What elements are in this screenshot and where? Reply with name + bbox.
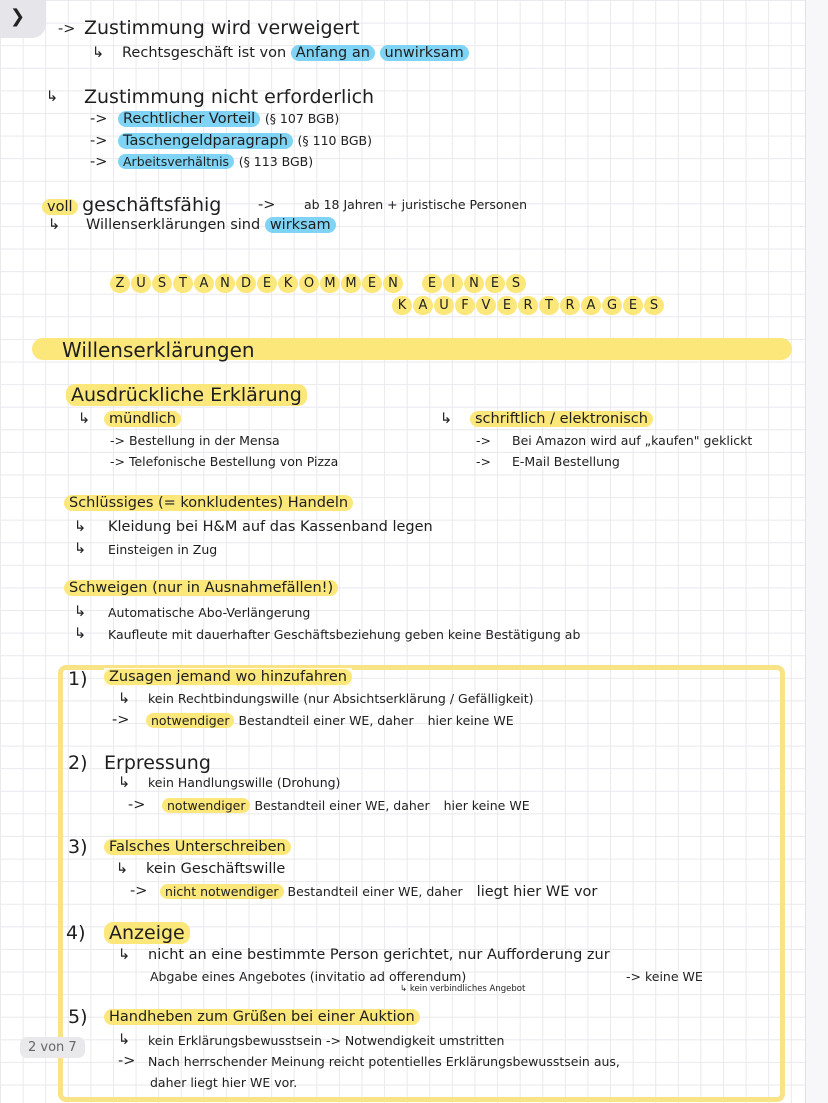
case-title: Zusagen jemand wo hinzufahren xyxy=(104,668,352,686)
note-line: Rechtsgeschäft ist von Anfang an unwirksam xyxy=(122,44,469,62)
heading-letter: M xyxy=(320,274,340,293)
subsection-title: Schlüssiges (= konkludentes) Handeln xyxy=(64,494,353,512)
heading-letter: S xyxy=(644,296,664,315)
arrow: -> xyxy=(130,883,148,899)
case-line: kein Rechtbindungswille (nur Absichtserklärung / Gefälligkeit) xyxy=(148,691,534,706)
case-title: Anzeige xyxy=(104,922,190,944)
list-item: Bei Amazon wird auf „kaufen" geklickt xyxy=(512,433,753,448)
heading-letter: R xyxy=(518,296,538,315)
heading-letter: E xyxy=(362,274,382,293)
heading-letter: G xyxy=(602,296,622,315)
case-line: notwendiger Bestandteil einer WE, daher hier keine WE xyxy=(162,797,530,815)
arrow: ↳ xyxy=(116,861,129,877)
page-indicator: 2 von 7 xyxy=(20,1037,85,1058)
highlight: voll xyxy=(42,199,78,215)
heading-letter: F xyxy=(455,296,475,315)
arrow: ↳ xyxy=(118,691,131,707)
highlight: wirksam xyxy=(265,217,336,233)
heading-letter: S xyxy=(506,274,526,293)
case-title: Erpressung xyxy=(104,752,211,774)
highlight: Rechtlicher Vorteil xyxy=(118,111,260,127)
chevron-left-icon: ❯ xyxy=(10,6,26,27)
heading-letter: S xyxy=(152,274,172,293)
case-number: 4) xyxy=(66,922,86,944)
heading-letter: E xyxy=(623,296,643,315)
heading-letter: E xyxy=(422,274,442,293)
case-line: nicht an eine bestimmte Person gerichtet, nur Aufforderung zur xyxy=(148,947,610,963)
back-button[interactable] xyxy=(0,0,46,38)
highlight: Anfang an xyxy=(291,45,375,61)
arrow: -> xyxy=(476,433,491,448)
arrow: ↳ xyxy=(118,947,131,963)
arrow: -> xyxy=(90,133,108,149)
list-item: -> Bestellung in der Mensa xyxy=(110,433,280,448)
note-line: Zustimmung nicht erforderlich xyxy=(84,86,375,108)
heading-letter: A xyxy=(581,296,601,315)
case-number: 1) xyxy=(68,668,88,690)
arrow: ↳ xyxy=(46,89,59,105)
heading-letter: T xyxy=(173,274,193,293)
list-item: E-Mail Bestellung xyxy=(512,454,620,469)
case-line: Abgabe eines Angebotes (invitatio ad offerendum) xyxy=(150,969,467,984)
case-line: kein Handlungswille (Drohung) xyxy=(148,775,341,790)
heading-letter: R xyxy=(560,296,580,315)
note-line: Taschengeldparagraph (§ 110 BGB) xyxy=(118,132,372,150)
highlight: Taschengeldparagraph xyxy=(118,133,293,149)
arrow: -> xyxy=(258,197,276,213)
note-line: mündlich xyxy=(104,410,181,428)
arrow: -> xyxy=(128,797,146,813)
heading-letter: V xyxy=(476,296,496,315)
heading-letter: U xyxy=(131,274,151,293)
arrow: ↳ xyxy=(78,411,91,427)
case-line: Nach herrschender Meinung reicht potentielles Erklärungsbewusstsein aus, xyxy=(148,1054,620,1069)
section-title: Willenserklärungen xyxy=(62,338,255,362)
arrow: -> xyxy=(112,712,130,728)
arrow: ↳ xyxy=(74,604,87,620)
arrow: ↳ xyxy=(92,45,105,61)
list-item: Automatische Abo-Verlängerung xyxy=(108,605,311,620)
case-line: -> keine WE xyxy=(626,969,703,984)
heading-letter: N xyxy=(464,274,484,293)
arrow: -> xyxy=(118,1053,136,1069)
heading-letter: A xyxy=(194,274,214,293)
arrow: -> xyxy=(90,111,108,127)
arrow: ↳ xyxy=(118,775,131,791)
heading-letter: E xyxy=(497,296,517,315)
arrow: ↳ xyxy=(74,541,87,557)
note-line: schriftlich / elektronisch xyxy=(470,410,653,428)
heading-letter: E xyxy=(257,274,277,293)
list-item: -> Telefonische Bestellung von Pizza xyxy=(110,454,339,469)
note-line: ab 18 Jahren + juristische Personen xyxy=(304,197,528,212)
heading-letter: N xyxy=(383,274,403,293)
note-line: voll geschäftsfähig xyxy=(42,194,221,216)
highlight: unwirksam xyxy=(380,45,469,61)
heading-letter: I xyxy=(443,274,463,293)
heading-letter: K xyxy=(392,296,412,315)
case-title: Falsches Unterschreiben xyxy=(104,838,291,856)
heading-letter: N xyxy=(215,274,235,293)
heading-letter: Z xyxy=(110,274,130,293)
heading-letter: T xyxy=(539,296,559,315)
page-edge xyxy=(805,0,828,1103)
arrow: ↳ xyxy=(440,411,453,427)
case-note: ↳ kein verbindliches Angebot xyxy=(400,984,526,994)
note-line: Zustimmung wird verweigert xyxy=(84,17,360,39)
heading-letter: U xyxy=(434,296,454,315)
case-number: 3) xyxy=(68,836,88,858)
arrow: ↳ xyxy=(118,1032,131,1048)
subsection-title: Schweigen (nur in Ausnahmefällen!) xyxy=(64,579,338,597)
case-number: 5) xyxy=(68,1006,88,1028)
case-line: kein Erklärungsbewusstsein -> Notwendigkeit umstritten xyxy=(148,1033,505,1048)
heading-letter: D xyxy=(236,274,256,293)
case-number: 2) xyxy=(68,752,88,774)
arrow: -> xyxy=(58,21,76,37)
heading-letter: O xyxy=(299,274,319,293)
arrow: -> xyxy=(476,454,491,469)
heading-letter: A xyxy=(413,296,433,315)
arrow: -> xyxy=(90,154,108,170)
list-item: Kaufleute mit dauerhafter Geschäftsbeziehung geben keine Bestätigung ab xyxy=(108,627,581,642)
case-line: notwendiger Bestandteil einer WE, daher hier keine WE xyxy=(146,712,514,730)
heading-line-2 xyxy=(392,296,665,315)
heading-line-1 xyxy=(110,274,527,293)
case-line: nicht notwendiger Bestandteil einer WE, daher liegt hier WE vor xyxy=(160,883,597,901)
note-line: Rechtlicher Vorteil (§ 107 BGB) xyxy=(118,110,339,128)
case-title: Handheben zum Grüßen bei einer Auktion xyxy=(104,1008,420,1026)
heading-letter: E xyxy=(485,274,505,293)
highlight: Arbeitsverhältnis xyxy=(118,154,234,169)
note-line: Willenserklärungen sind wirksam xyxy=(86,216,336,234)
note-line: Arbeitsverhältnis (§ 113 BGB) xyxy=(118,153,313,171)
heading-letter: K xyxy=(278,274,298,293)
case-line: daher liegt hier WE vor. xyxy=(150,1075,298,1090)
list-item: Einsteigen in Zug xyxy=(108,542,218,557)
subsection-title: Ausdrückliche Erklärung xyxy=(66,384,307,406)
arrow: ↳ xyxy=(48,217,61,233)
arrow: ↳ xyxy=(74,626,87,642)
case-line: kein Geschäftswille xyxy=(146,861,286,877)
list-item: Kleidung bei H&M auf das Kassenband legen xyxy=(108,519,433,535)
arrow: ↳ xyxy=(74,519,87,535)
heading-letter: M xyxy=(341,274,361,293)
